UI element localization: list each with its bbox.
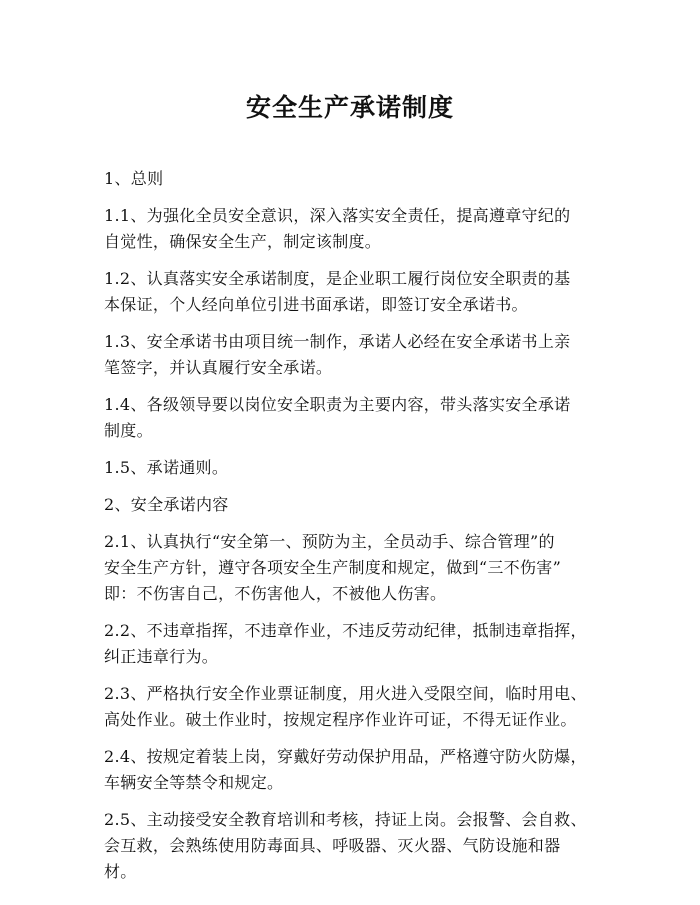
- paragraph-1-3: 1.3、安全承诺书由项目统一制作，承诺人必经在安全承诺书上亲 笔签字，并认真履行安全承诺。: [104, 332, 571, 377]
- paragraph-2-3: 2.3、严格执行安全作业票证制度，用火进入受限空间，临时用电、 高处作业。破土作业时，按规定程序作业许可证，不得无证作业。: [104, 684, 587, 729]
- document-body: [104, 166, 604, 896]
- paragraph-1-4: 1.4、各级领导要以岗位安全职责为主要内容，带头落实安全承诺 制度。: [104, 395, 571, 440]
- document-title: 安全生产承诺制度: [245, 93, 454, 122]
- paragraph-1-2: 1.2、认真落实安全承诺制度，是企业职工履行岗位安全职责的基 本保证，个人经向单位引进书面承诺，即签订安全承诺书。: [104, 269, 571, 314]
- section-heading-commitment: 2、安全承诺内容: [104, 495, 229, 514]
- paragraph-2-4: 2.4、按规定着装上岗，穿戴好劳动保护用品，严格遵守防火防爆， 车辆安全等禁令和规定。: [104, 747, 587, 792]
- paragraph-1-1: 1.1、为强化全员安全意识，深入落实安全责任，提高遵章守纪的 自觉性，确保安全生产，制定该制度。: [104, 206, 571, 251]
- paragraph-2-2: 2.2、不违章指挥，不违章作业，不违反劳动纪律，抵制违章指挥， 纠正违章行为。: [104, 621, 587, 666]
- paragraph-2-5: 2.5、主动接受安全教育培训和考核，持证上岗。会报警、会自救、 会互救，会熟练使用防毒面具、呼吸器、灭火器、气防设施和器 材。: [104, 810, 587, 881]
- paragraph-2-1: 2.1、认真执行“安全第一、预防为主，全员动手、综合管理”的 安全生产方针，遵守各项安全生产制度和规定，做到“三不伤害” 即：不伤害自己，不伤害他人，不被他人伤害。: [104, 532, 562, 603]
- paragraph-1-5: 1.5、承诺通则。: [104, 458, 229, 477]
- section-heading-general: 1、总则: [104, 169, 164, 188]
